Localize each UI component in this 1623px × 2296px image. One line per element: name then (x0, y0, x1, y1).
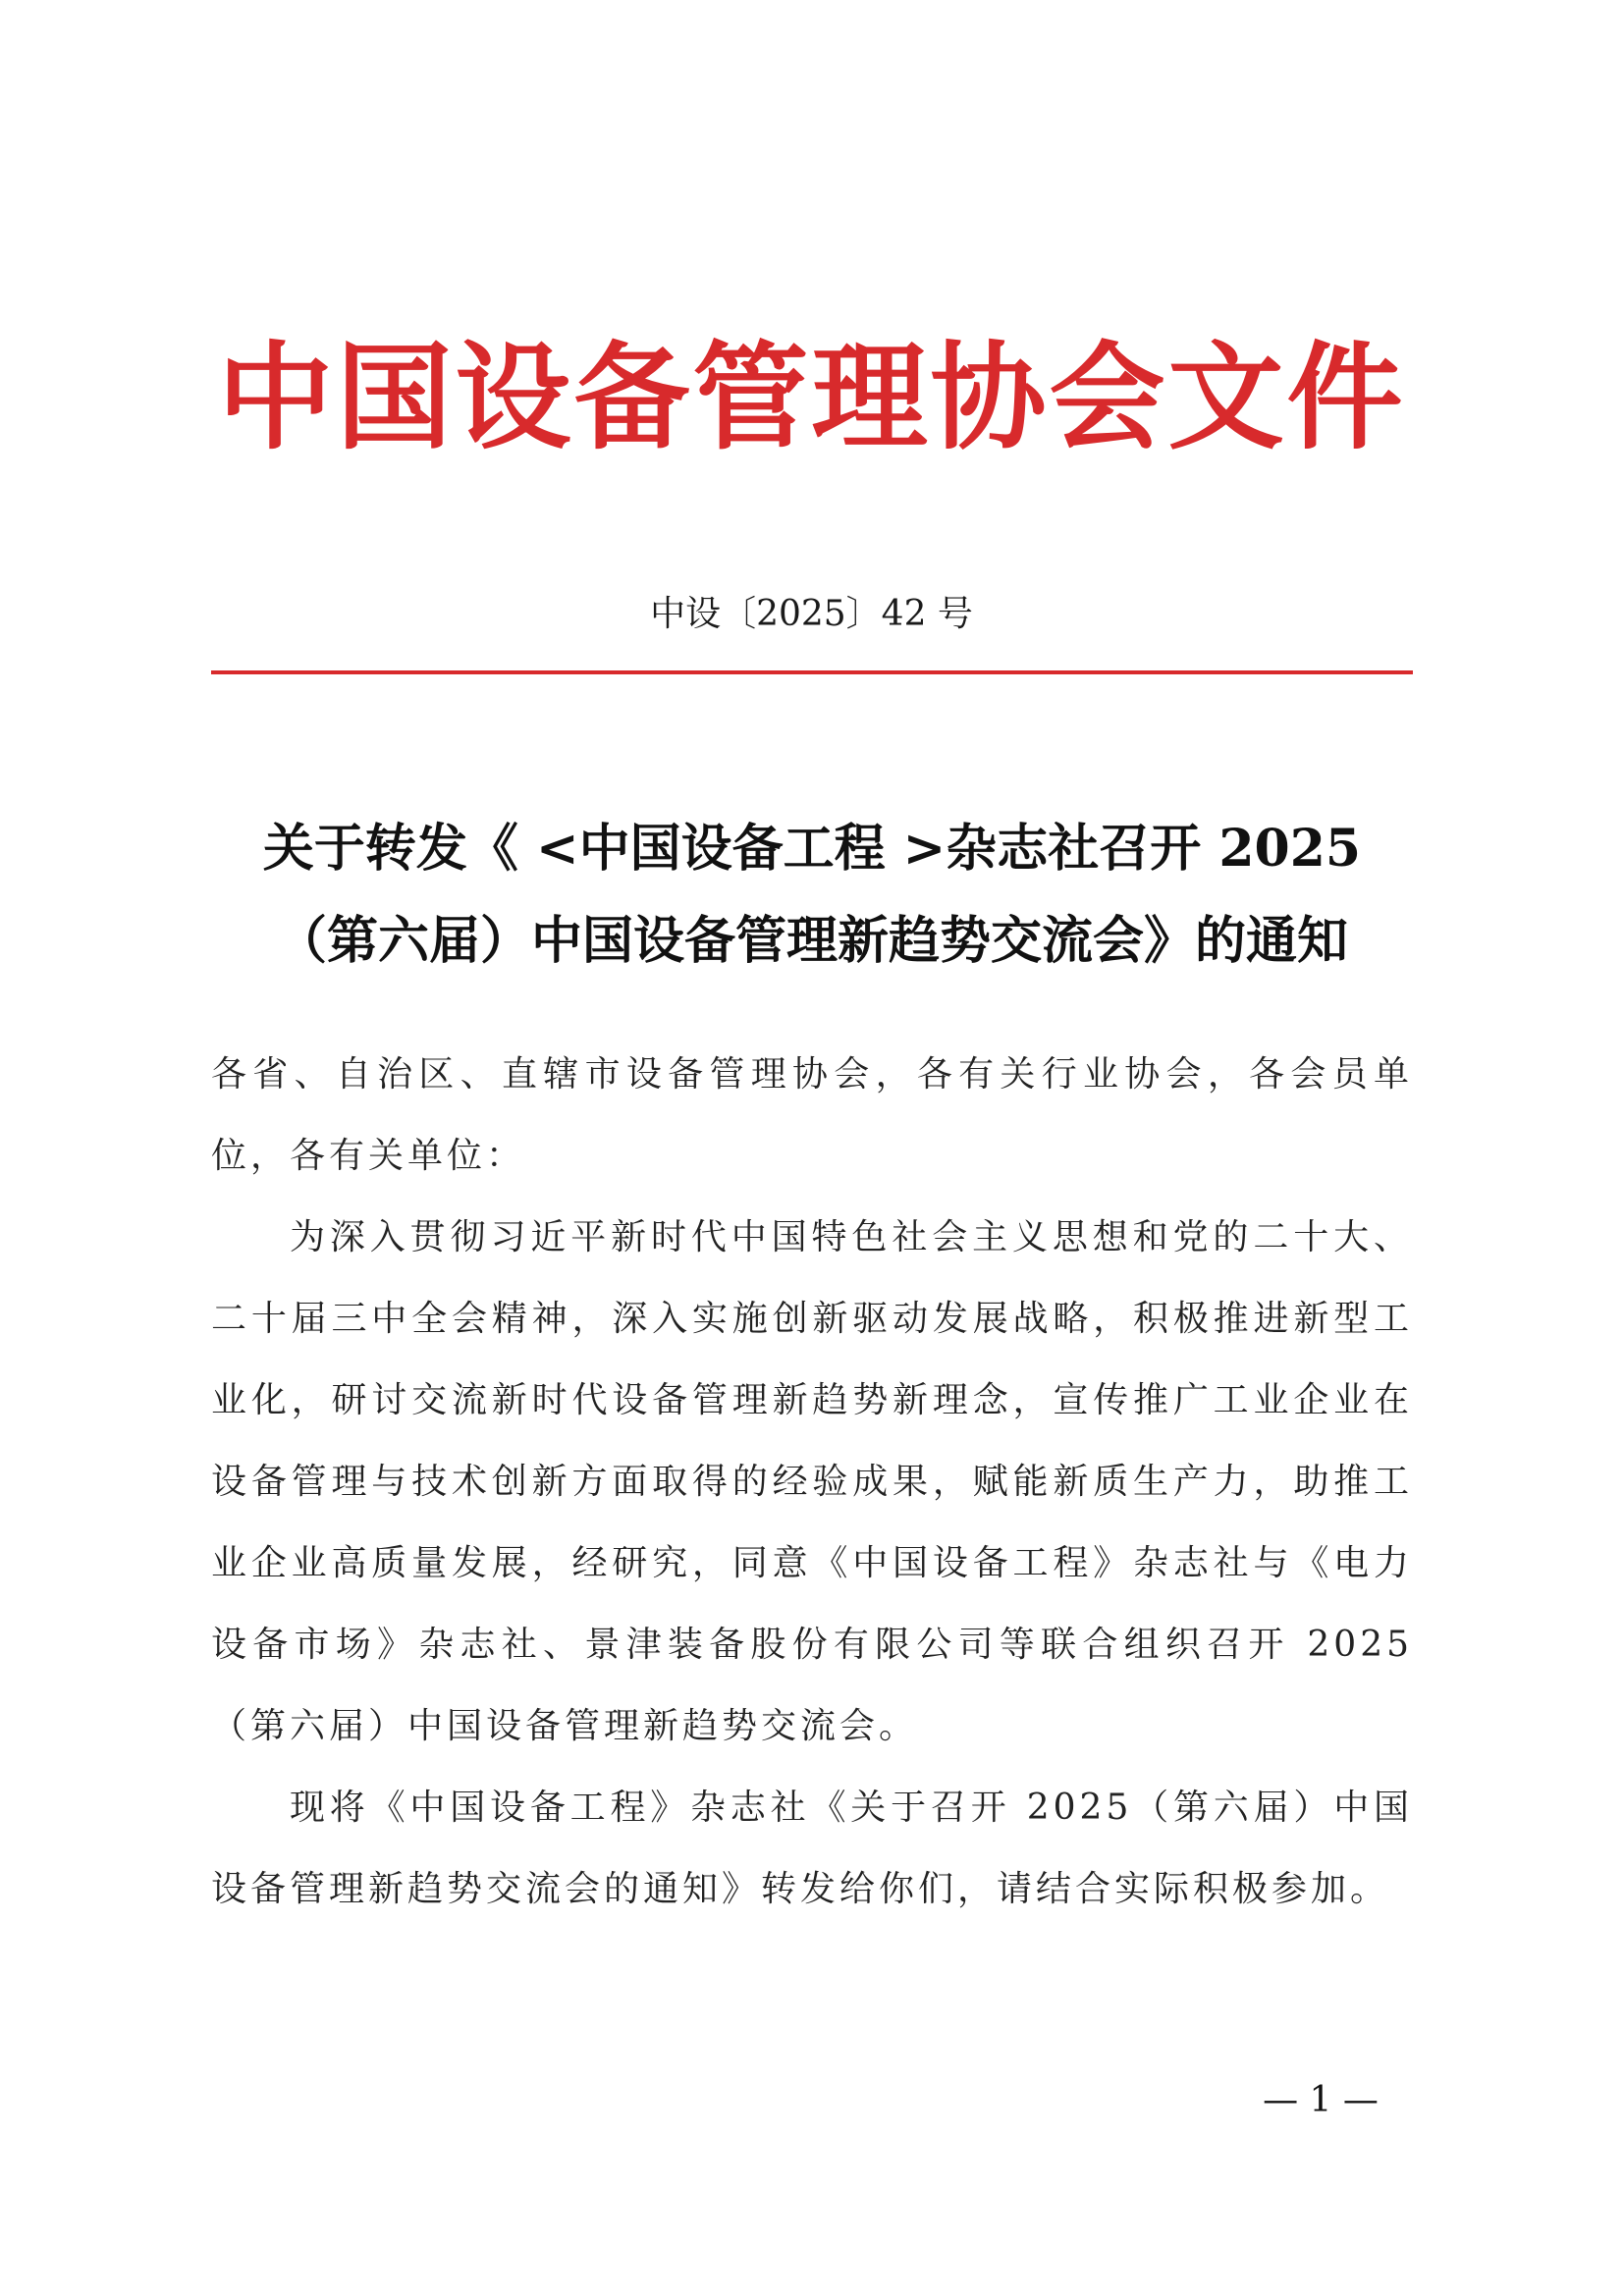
salutation: 各省、自治区、直辖市设备管理协会，各有关行业协会，各会员单位，各有关单位： (211, 1054, 1413, 1176)
red-divider-line (211, 670, 1413, 674)
notice-title-line-2: （第六届）中国设备管理新趋势交流会》的通知 (275, 911, 1348, 971)
masthead-title: 中国设备管理协会文件 (217, 329, 1406, 465)
notice-title-line-1: 关于转发《 <中国设备工程 >杂志社召开 2025 (262, 819, 1362, 879)
notice-title (211, 803, 1413, 988)
body-paragraph-2: 现将《中国设备工程》杂志社《关于召开 2025（第六届）中国设备管理新趋势交流会的通知》转发给你们，请结合实际积极参加。 (211, 1788, 1413, 1909)
document-number: 中设〔2025〕42 号 (650, 594, 973, 634)
page-number: — 1 — (1263, 2080, 1379, 2120)
body-paragraph-1: 为深入贯彻习近平新时代中国特色社会主义思想和党的二十大、二十届三中全会精神，深入实施创新驱动发展战略，积极推进新型工业化，研讨交流新时代设备管理新趋势新理念，宣传推广工业企业在设备管理与技术创新方面取得的经验成果，赋能新质生产力，助推工业企业高质量发展，经研究，同意《中国设备工程》杂志社与《电力设备市场》杂志社、景津装备股份有限公司等联合组织召开 2025（第六届）中国设备管理新趋势交流会。 (211, 1217, 1413, 1746)
notice-body (211, 1034, 1413, 1930)
